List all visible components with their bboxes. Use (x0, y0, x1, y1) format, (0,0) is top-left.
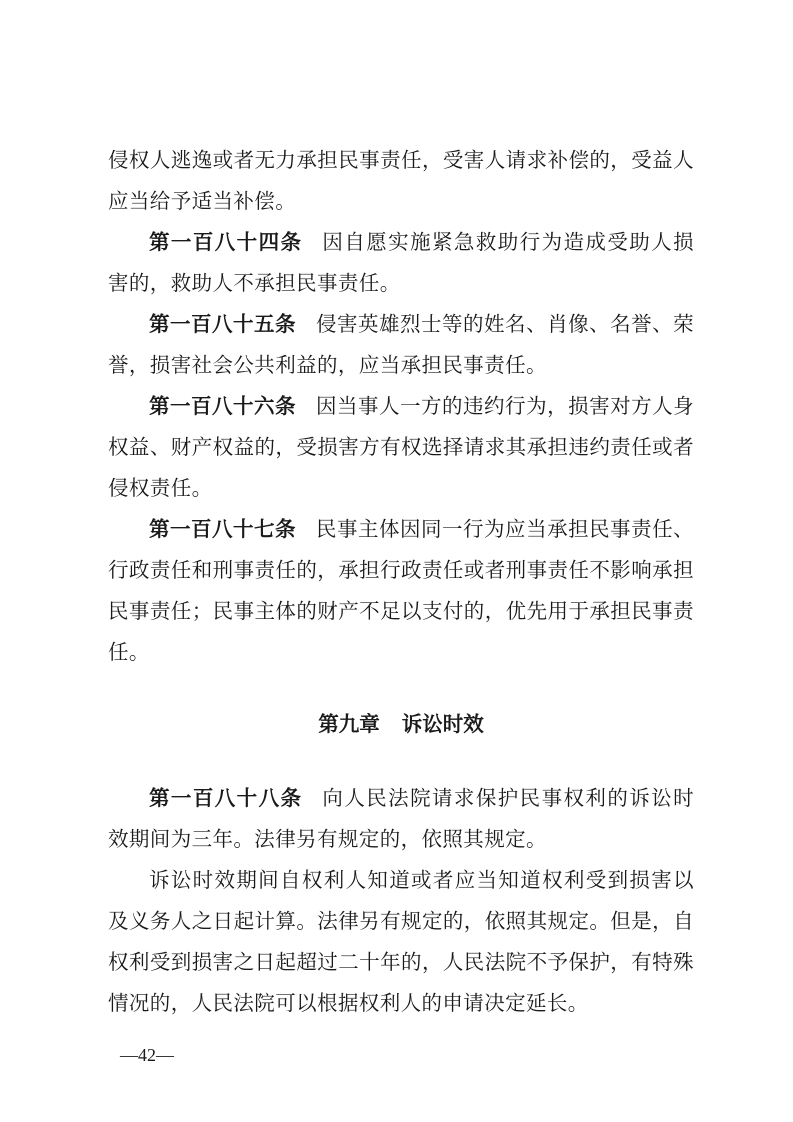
article-number: 第一百八十五条 (149, 312, 297, 336)
paragraph (108, 509, 694, 673)
line-text: 权利受到损害之日起超过二十年的，人民法院不予保护，有特殊 (108, 950, 694, 974)
line-text: 效期间为三年。法律另有规定的，依照其规定。 (108, 827, 547, 851)
text-line (108, 222, 694, 263)
text-line (108, 901, 694, 942)
paragraph (108, 778, 694, 860)
paragraph (108, 140, 694, 222)
line-text: 情况的，人民法院可以根据权利人的申请决定延长。 (108, 991, 589, 1015)
line-text: 民事责任；民事主体的财产不足以支付的，优先用于承担民事责 (108, 599, 694, 623)
text-line (108, 819, 694, 860)
chapter-number: 第九章 (318, 712, 380, 736)
line-text: 害的，救助人不承担民事责任。 (108, 271, 401, 295)
line-text: 行政责任和刑事责任的，承担行政责任或者刑事责任不影响承担 (108, 558, 694, 582)
text-line (108, 468, 694, 509)
line-text: 任。 (108, 640, 150, 664)
line-text: 因当事人一方的违约行为，损害对方人身 (316, 394, 694, 418)
paragraph (108, 860, 694, 1024)
text-line (108, 345, 694, 386)
line-text: 民事主体因同一行为应当承担民事责任、 (316, 517, 694, 541)
text-line (108, 632, 694, 673)
text-line (108, 860, 694, 901)
line-text: 诉讼时效期间自权利人知道或者应当知道权利受到损害以 (149, 868, 694, 892)
text-line (108, 550, 694, 591)
article-number: 第一百八十七条 (149, 517, 297, 541)
articles-block-bottom (108, 778, 694, 1024)
page-number: —42— (120, 1045, 174, 1065)
text-line (108, 263, 694, 304)
text-line (108, 140, 694, 181)
article-number: 第一百八十四条 (149, 230, 303, 254)
articles-block-top (108, 140, 694, 673)
text-line (108, 983, 694, 1024)
line-text: 因自愿实施紧急救助行为造成受助人损 (322, 230, 694, 254)
chapter-title: 诉讼时效 (401, 712, 484, 736)
text-line (108, 591, 694, 632)
text-line (108, 304, 694, 345)
text-line (108, 509, 694, 550)
line-text: 权益、财产权益的，受损害方有权选择请求其承担违约责任或者 (108, 435, 694, 459)
line-text: 誉，损害社会公共利益的，应当承担民事责任。 (108, 353, 547, 377)
chapter-heading (108, 704, 694, 745)
line-text: 侵权人逃逸或者无力承担民事责任，受害人请求补偿的，受益人 (108, 148, 694, 172)
line-text: 侵权责任。 (108, 476, 213, 500)
line-text: 侵害英雄烈士等的姓名、肖像、名誉、荣 (316, 312, 694, 336)
text-line (108, 427, 694, 468)
line-text: 向人民法院请求保护民事权利的诉讼时 (322, 786, 694, 810)
line-text: 应当给予适当补偿。 (108, 189, 297, 213)
paragraph (108, 222, 694, 304)
text-line (108, 778, 694, 819)
text-line (108, 942, 694, 983)
paragraph (108, 304, 694, 386)
article-number: 第一百八十六条 (149, 394, 297, 418)
article-number: 第一百八十八条 (149, 786, 303, 810)
text-line (108, 386, 694, 427)
line-text: 及义务人之日起计算。法律另有规定的，依照其规定。但是，自 (108, 909, 694, 933)
document-page (108, 140, 694, 1024)
paragraph (108, 386, 694, 509)
text-line (108, 181, 694, 222)
